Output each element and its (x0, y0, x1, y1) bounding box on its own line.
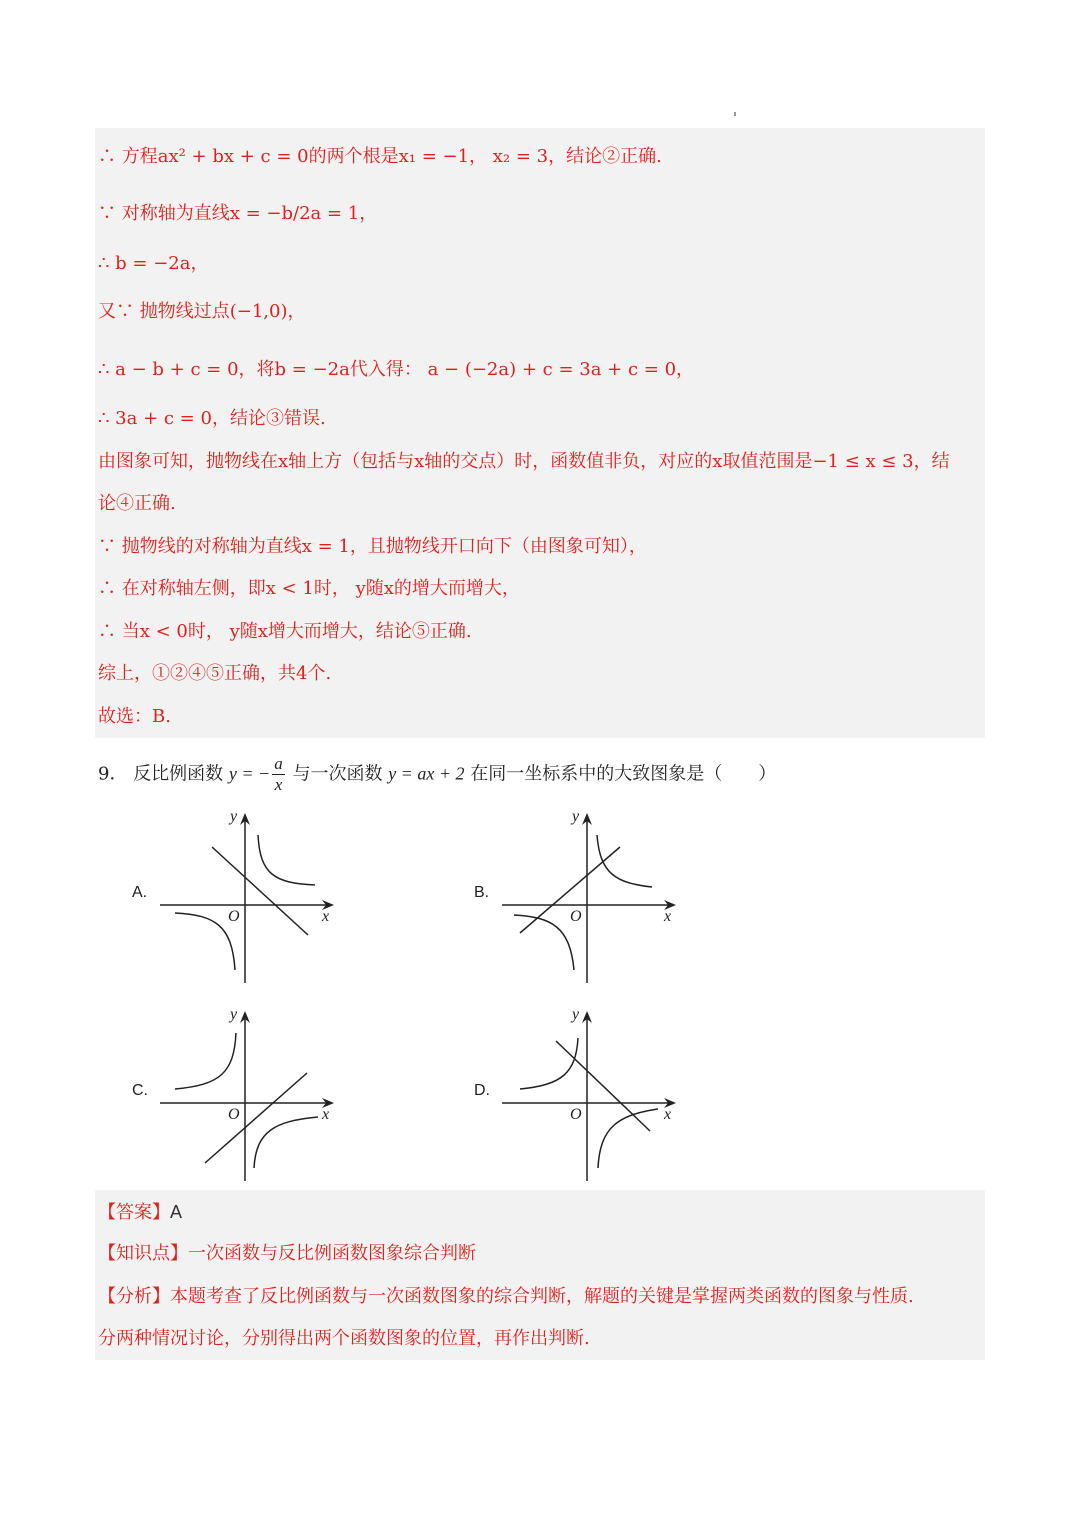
knowledge-line (98, 1242, 476, 1266)
formula-2: y = ax + 2 (388, 763, 465, 784)
linear-line (205, 1073, 307, 1163)
solution-line-9: ∵ 抛物线的对称轴为直线x = 1，且抛物线开口向下（由图象可知）， (98, 536, 647, 557)
origin-label: O (570, 1106, 582, 1123)
y-label: y (572, 1006, 580, 1023)
question-9 (98, 754, 776, 795)
solution-line-4: 又∵ 抛物线过点(−1,0)， (98, 301, 306, 322)
option-a-graph (150, 805, 350, 985)
option-b-plot (492, 805, 692, 985)
solution-line-1: ∴ 方程ax² + bx + c = 0的两个根是x₁ = −1， x₂ = 3，结论②正确. (98, 146, 662, 167)
solution-line-11: ∴ 当x < 0时， y随x增大而增大，结论⑤正确. (98, 621, 472, 642)
question-text-before: 反比例函数 (133, 763, 224, 785)
origin-label: O (570, 908, 582, 925)
y-label: y (572, 808, 580, 825)
hyperbola-branch-2 (598, 1109, 658, 1168)
linear-line (212, 847, 308, 935)
knowledge-tag: 【知识点】 (98, 1243, 188, 1264)
option-c-plot (150, 1003, 350, 1183)
origin-label: O (228, 908, 240, 925)
analysis-tag: 【分析】 (98, 1286, 170, 1307)
y-label: y (230, 808, 238, 825)
question-number: 9． (98, 763, 128, 785)
answer-tag: 【答案】 (98, 1202, 170, 1223)
formula-1-lhs: y = − (228, 763, 271, 784)
option-a-label: A. (132, 884, 148, 901)
option-d-label: D. (474, 1082, 490, 1099)
hyperbola-branch-1 (597, 835, 652, 887)
page-marker (734, 112, 736, 116)
option-a-plot (150, 805, 350, 985)
option-d-graph (492, 1003, 692, 1183)
x-label: x (322, 1106, 330, 1123)
option-c-graph (150, 1003, 350, 1183)
solution-line-6: ∴ 3a + c = 0，结论③错误. (98, 408, 326, 429)
x-label: x (664, 908, 672, 925)
hyperbola-branch-1 (520, 1038, 578, 1089)
solution-line-13: 故选：B. (98, 706, 171, 727)
option-c-label: C. (132, 1082, 148, 1099)
answer-line (98, 1200, 182, 1225)
solution-line-5: ∴ a − b + c = 0，将b = −2a代入得： a − (−2a) + c = 3a + c = 0， (98, 359, 695, 380)
question-text-after: 在同一坐标系中的大致图象是（ ） (470, 763, 777, 785)
solution-line-8: 论④正确. (98, 493, 176, 514)
option-b-label: B. (474, 884, 490, 901)
fraction-numerator: a (274, 754, 283, 773)
x-label: x (664, 1106, 672, 1123)
knowledge-text: 一次函数与反比例函数图象综合判断 (188, 1243, 476, 1264)
analysis-line-2: 分两种情况讨论，分别得出两个函数图象的位置，再作出判断. (98, 1328, 590, 1349)
hyperbola-branch-2 (175, 913, 235, 970)
solution-line-7: 由图象可知，抛物线在x轴上方（包括与x轴的交点）时，函数值非负，对应的x取值范围是−1 ≤ x ≤ 3，结 (98, 451, 950, 472)
option-b-graph (492, 805, 692, 985)
hyperbola-branch-1 (175, 1033, 236, 1089)
solution-line-12: 综上，①②④⑤正确，共4个. (98, 663, 332, 684)
answer-value: A (170, 1202, 183, 1222)
solution-line-2: ∵ 对称轴为直线x = −b/2a = 1， (98, 203, 378, 224)
hyperbola-branch-2 (514, 915, 574, 970)
formula-1-fraction (272, 754, 285, 795)
hyperbola-branch-1 (258, 835, 315, 885)
hyperbola-branch-2 (254, 1117, 318, 1168)
question-text-mid: 与一次函数 (292, 763, 383, 785)
solution-line-3: ∴ b = −2a， (98, 253, 209, 274)
y-label: y (230, 1006, 238, 1023)
fraction-denominator: x (274, 775, 283, 794)
x-label: x (322, 908, 330, 925)
option-d-plot (492, 1003, 692, 1183)
analysis-line-1 (98, 1285, 914, 1309)
analysis-text-1: 本题考查了反比例函数与一次函数图象的综合判断，解题的关键是掌握两类函数的图象与性质. (170, 1286, 914, 1307)
origin-label: O (228, 1106, 240, 1123)
solution-line-10: ∴ 在对称轴左侧，即x < 1时， y随x的增大而增大， (98, 578, 520, 599)
